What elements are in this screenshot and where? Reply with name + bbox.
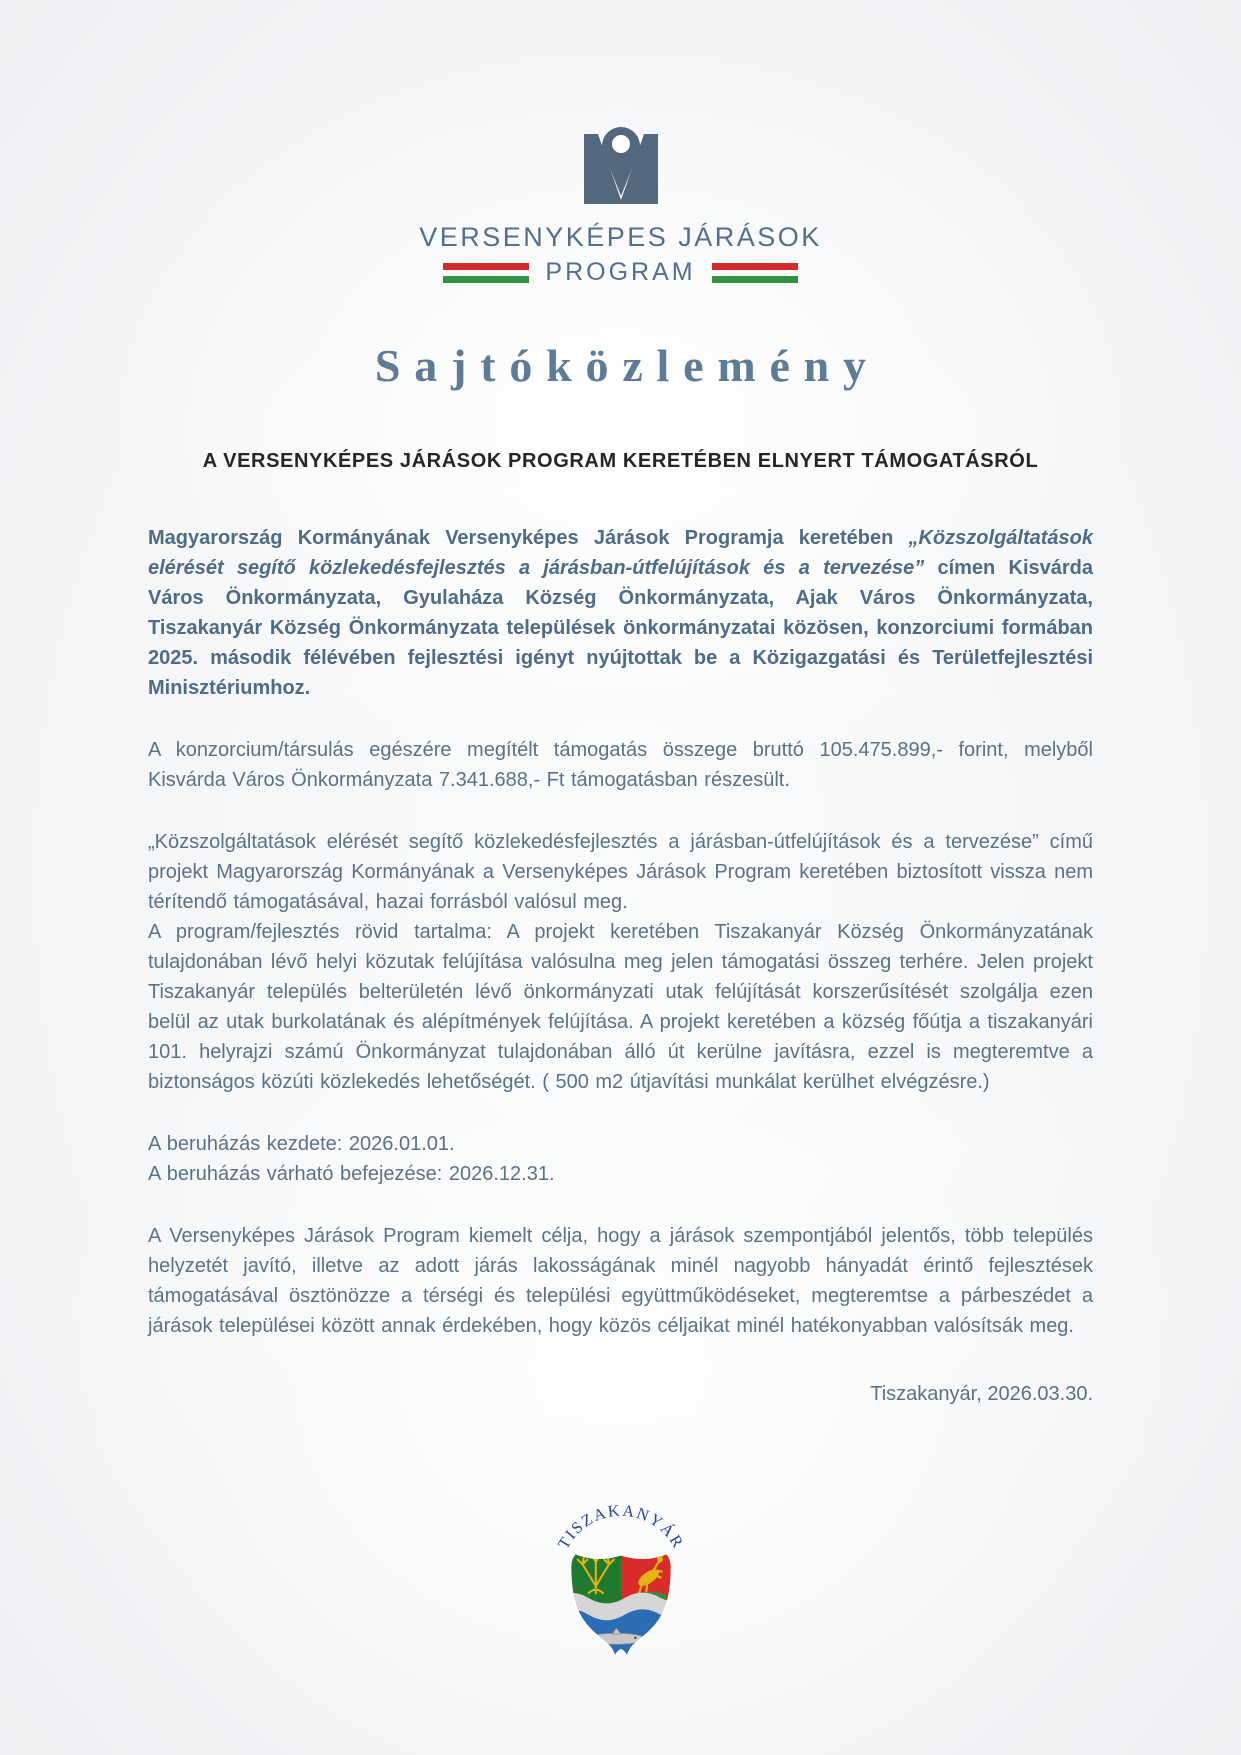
press-release-body <box>148 523 1093 1406</box>
paragraph-project-summary: A program/fejlesztés rövid tartalma: A projekt keretében Tiszakanyár Község Önkormányzatának tulajdonában lévő helyi közutak felújítása valósulna meg jelen támogatási összeg terhére. Jelen projekt Tiszakanyár település belterületén lévő önkormányzati utak felújítását korszerűsítését szolgálja ezen belül az utak burkolatának és alépítmények felújítása. A projekt keretében a község főútja a tiszakanyári 101. helyrajzi számú Önkormányzat tulajdonában álló út kerülne javításra, ezzel is megteremtve a biztonságos közúti közlekedés lehetőségét. ( 500 m2 útjavítási munkálat kerülhet elvégzésre.) <box>148 921 1093 1093</box>
lead-project-title: „Közszolgáltatások elérését segítő közlekedésfejlesztés a járásban-útfelújítások és a tervezése” <box>148 527 1093 579</box>
hungarian-flag-stripes-left-icon <box>443 263 529 283</box>
lead-text-2: címen Kisvárda Város Önkormányzata, Gyulaháza Község Önkormányzata, Ajak Város Önkormányzata, Tiszakanyár Község Önkormányzata települések önkormányzatai közösen, konzorciumi formában 2025. második félévében fejlesztési igényt nyújtottak be a Közigazgatási és Területfejlesztési Minisztériumhoz. <box>148 557 1093 699</box>
line-investment-start: A beruházás kezdete: 2026.01.01. <box>148 1133 455 1155</box>
dateline: Tiszakanyár, 2026.03.30. <box>870 1383 1093 1405</box>
logo-wordmark-line2-row <box>148 258 1093 287</box>
coat-of-arms-icon <box>543 1490 699 1694</box>
paragraph-program-goal: A Versenyképes Járások Program kiemelt célja, hogy a járások szempontjából jelentős, több település helyzetét javító, illetve az adott járás lakosságának minél nagyobb hányadát érintő fejlesztések támogatásával ösztönözze a térségi és települési együttműködéseket, megteremtse a párbeszédet a járások települései között annak érdekében, hogy közös céljaikat minél hatékonyabban valósítsák meg. <box>148 1225 1093 1337</box>
paragraph-project-funding: „Közszolgáltatások elérését segítő közlekedésfejlesztés a járásban-útfelújítások és a tervezése” című projekt Magyarország Kormányának a Versenyképes Járások Program keretében biztosított vissza nem térítendő támogatásával, hazai forrásból valósul meg. <box>148 831 1093 913</box>
hungarian-flag-stripes-right-icon <box>712 263 798 283</box>
program-logo <box>148 0 1093 287</box>
line-investment-end: A beruházás várható befejezése: 2026.12.31. <box>148 1163 555 1185</box>
lead-text-1: Magyarország Kormányának Versenyképes Járások Programja keretében <box>148 527 909 549</box>
paragraph-grant-amount: A konzorcium/társulás egészére megítélt támogatás összege bruttó 105.475.899,- forint, melyből Kisvárda Város Önkormányzata 7.341.688,- Ft támogatásban részesült. <box>148 739 1093 791</box>
map-pin-logo-icon <box>571 108 671 208</box>
svg-text:TISZAKANYÁR <box>554 1502 687 1553</box>
paragraph-lead <box>148 523 1093 703</box>
logo-wordmark-line2: PROGRAM <box>545 258 696 286</box>
page-subtitle: A VERSENYKÉPES JÁRÁSOK PROGRAM KERETÉBEN ELNYERT TÁMOGATÁSRÓL <box>202 450 1039 472</box>
crest-label: TISZAKANYÁR <box>554 1501 687 1553</box>
logo-wordmark-line1: VERSENYKÉPES JÁRÁSOK <box>419 222 822 252</box>
page-title: Sajtóközlemény <box>374 340 880 391</box>
tiszakanyar-coat-of-arms <box>148 1490 1093 1699</box>
